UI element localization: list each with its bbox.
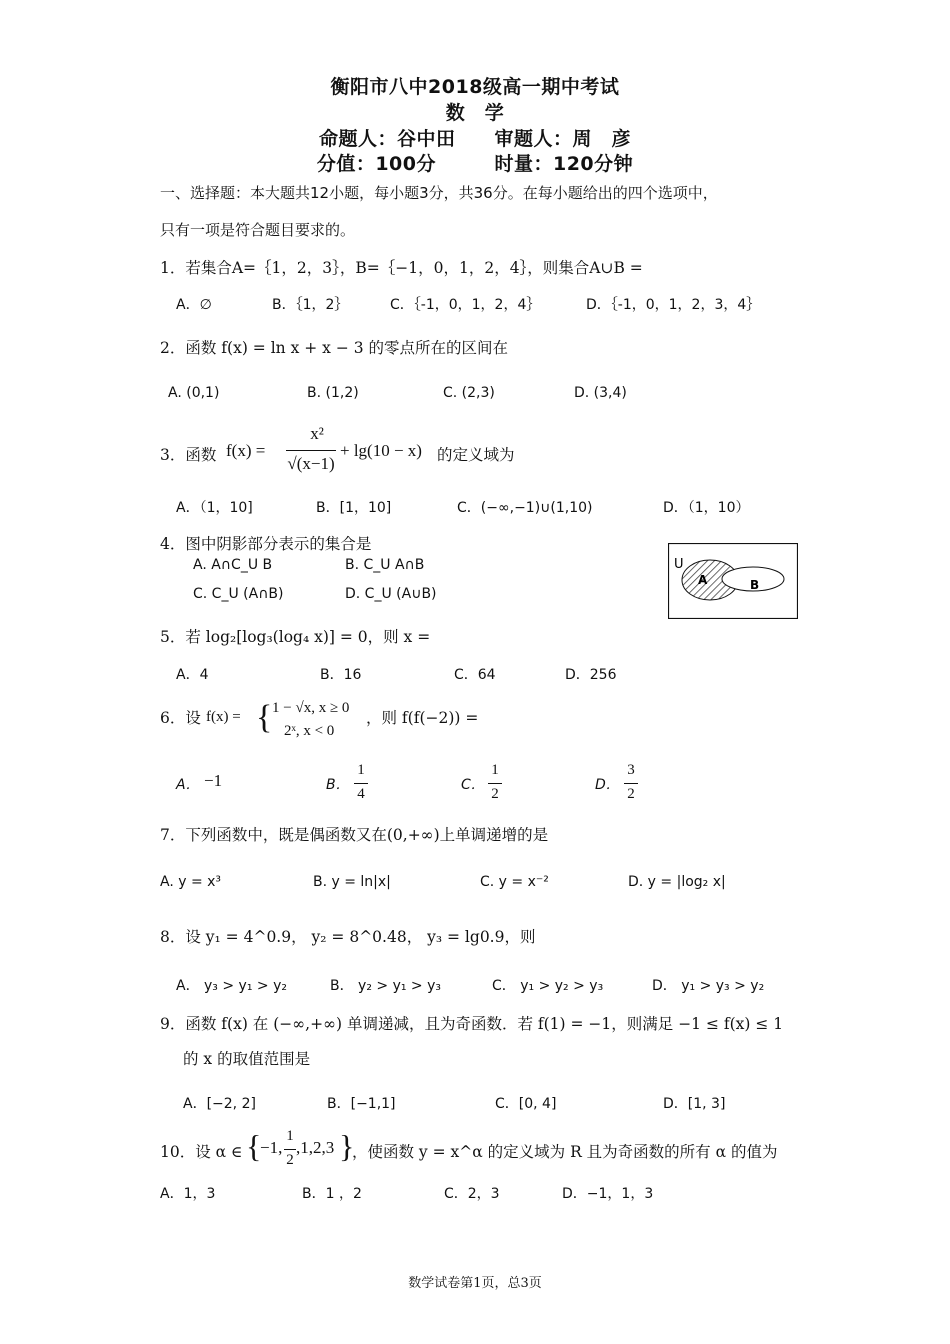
- q2-option-a: A. (0,1): [168, 385, 220, 401]
- q4-stem: 4．图中阴影部分表示的集合是: [160, 535, 372, 553]
- q6-option-c-bar: [488, 783, 502, 784]
- q3-fraction-numerator: x²: [310, 424, 324, 443]
- q10-left-brace: {: [246, 1128, 262, 1164]
- q6-option-d-label: D．: [595, 777, 620, 793]
- q10-frac-num: 1: [286, 1128, 294, 1144]
- q8-option-b: B． y₂ > y₁ > y₃: [330, 978, 442, 994]
- q1-stem: 1．若集合A=｛1，2，3｝，B=｛−1，0，1，2，4｝，则集合A∪B =: [160, 259, 643, 277]
- q8-option-c: C． y₁ > y₂ > y₃: [492, 978, 604, 994]
- q8-option-d: D． y₁ > y₃ > y₂: [652, 978, 765, 994]
- q10-option-c: C．2，3: [444, 1186, 500, 1202]
- q6-option-c-den: 2: [491, 786, 499, 802]
- q6-option-b-label: B．: [326, 777, 350, 793]
- q10-set-right: ,1,2,3: [296, 1138, 335, 1157]
- q7-option-a: A. y = x³: [160, 874, 222, 890]
- q10-option-d: D．−1，1，3: [562, 1186, 654, 1202]
- q6-option-b-num: 1: [357, 762, 365, 778]
- q3-option-c: C．(−∞,−1)∪(1,10): [457, 500, 593, 516]
- venn-label-b: B: [750, 578, 760, 592]
- q9-stem-line2: 的 x 的取值范围是: [183, 1050, 311, 1068]
- q4-option-b: B. C_U A∩B: [345, 557, 425, 573]
- q5-option-b: B．16: [320, 667, 362, 683]
- q6-option-a-value: −1: [204, 771, 223, 790]
- q4-option-a: A. A∩C_U B: [193, 557, 273, 573]
- venn-label-u: U: [674, 557, 684, 572]
- q3-rest: + lg(10 − x): [340, 441, 422, 460]
- q10-right-brace: }: [339, 1128, 355, 1164]
- q10-set-left: −1,: [260, 1138, 283, 1157]
- q6-option-d-num: 3: [627, 762, 635, 778]
- q3-lhs: f(x) =: [226, 441, 266, 460]
- q6-prefix: 6．设: [160, 709, 201, 727]
- section-heading-line1: 一、选择题：本大题共12小题，每小题3分，共36分。在每小题给出的四个选项中，: [160, 184, 718, 202]
- q2-stem: 2．函数 f(x) = ln x + x − 3 的零点所在的区间在: [160, 339, 509, 357]
- q3-prefix: 3．函数: [160, 446, 217, 464]
- q3-fraction-bar: [286, 450, 336, 451]
- q10-frac-den: 2: [286, 1152, 294, 1168]
- q6-lhs: f(x) =: [206, 709, 241, 725]
- q3-option-b: B．[1，10]: [316, 500, 392, 516]
- venn-diagram: [668, 543, 798, 619]
- q1-option-a: A．∅: [176, 297, 212, 313]
- q10-frac-bar: [284, 1149, 296, 1150]
- q7-option-b: B. y = ln|x|: [313, 874, 391, 890]
- q6-case2: 2ˣ, x < 0: [284, 723, 335, 739]
- q4-option-c: C. C_U (A∩B): [193, 586, 284, 602]
- section-heading-line2: 只有一项是符合题目要求的。: [160, 221, 356, 239]
- q9-option-b: B．[−1,1]: [327, 1096, 396, 1112]
- q4-option-d: D. C_U (A∪B): [345, 586, 437, 602]
- q9-option-c: C．[0, 4]: [495, 1096, 557, 1112]
- q6-brace: {: [256, 699, 273, 736]
- q5-option-d: D．256: [565, 667, 617, 683]
- exam-meta: 分值：100分 时量：120分钟: [316, 153, 634, 175]
- q3-option-d: D．（1，10）: [663, 500, 750, 516]
- q8-option-a: A． y₃ > y₁ > y₂: [176, 978, 287, 994]
- q1-option-d: D．｛-1，0，1，2，3，4｝: [586, 297, 761, 313]
- q2-option-d: D. (3,4): [574, 385, 627, 401]
- exam-authors: 命题人：谷中田 审题人：周 彦: [318, 128, 631, 150]
- q10-option-a: A．1，3: [160, 1186, 216, 1202]
- q8-stem: 8．设 y₁ = 4^0.9， y₂ = 8^0.48， y₃ = lg0.9，则: [160, 928, 536, 946]
- page-footer: 数学试卷第1页，总3页: [408, 1276, 542, 1291]
- q6-option-b-den: 4: [357, 786, 365, 802]
- q6-option-c-label: C．: [461, 777, 485, 793]
- q5-stem: 5．若 log₂[log₃(log₄ x)] = 0，则 x =: [160, 628, 431, 646]
- q1-option-c: C．｛-1，0，1，2，4｝: [390, 297, 541, 313]
- q7-option-d: D. y = |log₂ x|: [628, 874, 726, 890]
- q9-option-a: A．[−2, 2]: [183, 1096, 256, 1112]
- q10-suffix: ，使函数 y = x^α 的定义域为 R 且为奇函数的所有 α 的值为: [352, 1143, 778, 1161]
- q9-stem-line1: 9．函数 f(x) 在 (−∞,+∞) 单调递减，且为奇函数．若 f(1) = −1，则满足 −1 ≤ f(x) ≤ 1: [160, 1015, 784, 1033]
- q10-option-b: B．1 ，2: [302, 1186, 362, 1202]
- q5-option-c: C．64: [454, 667, 496, 683]
- q6-suffix: ，则 f(f(−2)) =: [366, 709, 479, 727]
- q6-option-d-den: 2: [627, 786, 635, 802]
- q6-option-b-bar: [354, 783, 368, 784]
- q7-option-c: C. y = x⁻²: [480, 874, 549, 890]
- q7-stem: 7．下列函数中，既是偶函数又在(0,+∞)上单调递增的是: [160, 826, 549, 844]
- exam-title: 衡阳市八中2018级高一期中考试: [330, 76, 620, 98]
- q3-option-a: A．（1，10]: [176, 500, 253, 516]
- q6-case1: 1 − √x, x ≥ 0: [272, 700, 350, 716]
- q5-option-a: A．4: [176, 667, 209, 683]
- venn-label-a: A: [698, 573, 708, 587]
- q9-option-d: D．[1, 3]: [663, 1096, 726, 1112]
- q6-option-c-num: 1: [491, 762, 499, 778]
- q3-fraction-denominator: √(x−1): [287, 454, 335, 473]
- exam-subject: 数 学: [445, 102, 505, 124]
- q1-option-b: B．｛1，2｝: [272, 297, 349, 313]
- q3-suffix: 的定义域为: [437, 446, 515, 464]
- q10-prefix: 10．设 α ∈: [160, 1143, 243, 1161]
- q2-option-c: C. (2,3): [443, 385, 495, 401]
- q6-option-d-bar: [624, 783, 638, 784]
- q6-option-a-label: A．: [176, 777, 200, 793]
- q2-option-b: B. (1,2): [307, 385, 359, 401]
